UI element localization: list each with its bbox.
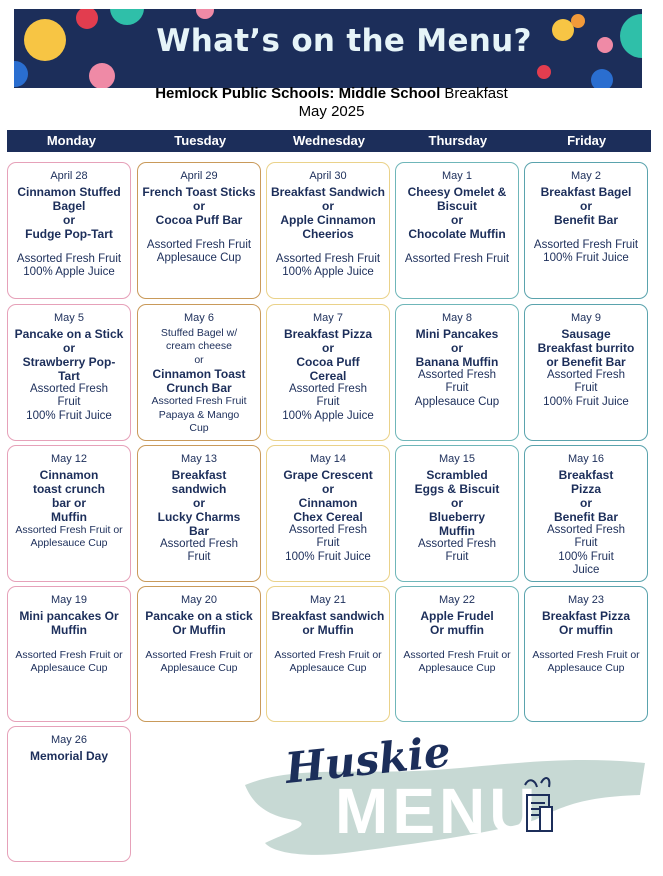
- menu-side-text: Applesauce Cup: [418, 662, 496, 674]
- menu-side-text: 100% Apple Juice: [282, 266, 374, 278]
- menu-side-text: 100% Fruit Juice: [543, 252, 629, 264]
- menu-side-text: Assorted Fresh Fruit or: [274, 648, 382, 661]
- menu-date: April 28: [50, 170, 88, 182]
- menu-item-text: or: [322, 481, 334, 496]
- menu-side-text: Fruit: [445, 382, 469, 394]
- menu-date: May 16: [567, 453, 605, 465]
- menu-item-text: or: [322, 340, 334, 355]
- menu-date: May 19: [50, 594, 88, 606]
- menu-side-text: Fruit: [187, 551, 211, 563]
- menu-day-cell: [266, 162, 390, 299]
- menu-side-text: Assorted Fresh Fruit or: [403, 648, 511, 661]
- menu-item-text: Stuffed Bagel w/: [160, 326, 238, 339]
- menu-item-text: or: [322, 198, 334, 213]
- banner-title: What’s on the Menu?: [156, 23, 532, 59]
- menu-item-text: Muffin: [51, 622, 87, 637]
- menu-side-text: Fruit: [445, 551, 469, 563]
- day-friday: Friday: [567, 133, 607, 148]
- menu-item-text: Muffin: [51, 509, 87, 524]
- menu-item-text: Chex Cereal: [293, 509, 363, 524]
- menu-item-text: Pizza: [570, 481, 601, 496]
- day-thursday: Thursday: [428, 133, 488, 148]
- menu-item-text: Breakfast burrito: [537, 340, 635, 355]
- day-monday: Monday: [46, 133, 96, 148]
- menu-item-text: Cocoa Puff Bar: [155, 212, 243, 227]
- menu-side-text: Fruit: [57, 396, 81, 408]
- menu-day-cell: [137, 304, 261, 441]
- menu-item-text: or: [194, 353, 204, 366]
- logo-word: MENU: [335, 775, 540, 847]
- menu-date: May 2: [571, 170, 601, 182]
- menu-item-text: Breakfast Sandwich: [270, 184, 386, 199]
- menu-item-text: Tart: [58, 368, 80, 383]
- menu-side-text: Assorted Fresh Fruit: [151, 395, 247, 407]
- decor-dot: [76, 9, 98, 29]
- menu-date: May 8: [442, 312, 472, 324]
- menu-item-text: Breakfast: [171, 467, 227, 482]
- menu-day-cell: [7, 586, 131, 722]
- menu-item-text: Mini pancakes Or: [19, 608, 119, 623]
- menu-side-text: Assorted Fresh: [547, 523, 625, 536]
- menu-date: May 6: [184, 312, 214, 324]
- menu-date: May 26: [50, 734, 88, 746]
- menu-side-text: 100% Fruit Juice: [543, 395, 629, 408]
- menu-side-text: Applesauce Cup: [160, 662, 238, 674]
- menu-item-text: Cocoa Puff: [296, 354, 360, 369]
- weekday-header: [7, 130, 651, 152]
- menu-day-cell: [266, 304, 390, 441]
- menu-side-text: Fruit: [316, 396, 340, 408]
- menu-side-text: Cup: [189, 422, 209, 434]
- menu-item-text: or: [580, 198, 592, 213]
- menu-side-text: 100% Apple Juice: [23, 266, 115, 278]
- menu-day-cell: [524, 304, 648, 441]
- menu-item-text: or: [193, 198, 205, 213]
- month-label: May 2025: [298, 103, 365, 120]
- menu-side-text: Assorted Fresh Fruit: [533, 238, 639, 251]
- school-name: Hemlock Public Schools: Middle School: [155, 85, 441, 102]
- menu-item-text: Fudge Pop-Tart: [25, 226, 113, 241]
- menu-item-text: Cheesy Omelet &: [407, 184, 507, 199]
- menu-item-text: Blueberry: [428, 509, 486, 524]
- menu-date: May 15: [438, 453, 476, 465]
- menu-day-cell: [395, 445, 519, 582]
- menu-item-text: Bar: [188, 523, 209, 538]
- menu-item-text: or Benefit Bar: [546, 354, 626, 369]
- menu-day-cell: [7, 445, 131, 582]
- menu-date: May 14: [309, 453, 347, 465]
- menu-item-text: Mini Pancakes: [415, 326, 499, 341]
- menu-item-text: or: [451, 495, 463, 510]
- decor-dot: [571, 14, 585, 28]
- menu-item-text: Biscuit: [436, 198, 477, 213]
- menu-item-text: Benefit Bar: [553, 212, 618, 227]
- menu-item-text: or: [580, 495, 592, 510]
- menu-date: May 21: [309, 594, 347, 606]
- menu-item-text: or Muffin: [302, 622, 354, 637]
- menu-side-text: Assorted Fresh Fruit or: [15, 648, 123, 661]
- menu-side-text: Applesauce Cup: [547, 662, 625, 674]
- menu-side-text: Applesauce Cup: [414, 395, 500, 408]
- menu-date: May 13: [180, 453, 218, 465]
- menu-side-text: Assorted Fresh: [289, 382, 367, 395]
- decor-dot: [110, 9, 144, 25]
- menu-date: April 29: [180, 170, 218, 182]
- menu-item-text: or: [63, 212, 75, 227]
- menu-item-text: Cinnamon Stuffed: [17, 184, 121, 199]
- menu-side-text: Assorted Fresh Fruit or: [15, 523, 123, 536]
- menu-item-text: Strawberry Pop-: [22, 354, 116, 369]
- menu-side-text: Juice: [572, 564, 600, 576]
- menu-item-text: Pancake on a stick: [145, 608, 253, 623]
- menu-item-text: bar or: [51, 495, 86, 510]
- menu-item-text: or: [451, 212, 463, 227]
- menu-item-text: Pancake on a Stick: [14, 326, 124, 341]
- menu-item-text: cream cheese: [166, 340, 232, 352]
- menu-item-text: or: [63, 340, 75, 355]
- menu-day-cell: [137, 445, 261, 582]
- decor-dot: [196, 9, 214, 19]
- menu-date: May 1: [442, 170, 472, 182]
- menu-side-text: Applesauce Cup: [289, 662, 367, 674]
- menu-date: May 20: [180, 594, 218, 606]
- menu-date: May 22: [438, 594, 476, 606]
- menu-item-text: Banana Muffin: [415, 354, 499, 369]
- day-tuesday: Tuesday: [174, 133, 227, 148]
- menu-date: May 5: [54, 312, 84, 324]
- meal-name: Breakfast: [444, 85, 508, 102]
- huskie-menu-logo: [235, 725, 655, 865]
- menu-side-text: Fruit: [574, 537, 598, 549]
- menu-side-text: Fruit: [316, 537, 340, 549]
- menu-day-cell: [524, 445, 648, 582]
- menu-item-text: Or Muffin: [172, 622, 226, 637]
- menu-item-text: Breakfast Pizza: [283, 326, 373, 341]
- menu-day-cell: [395, 162, 519, 299]
- day-wednesday: Wednesday: [292, 133, 365, 148]
- menu-day-cell: [137, 586, 261, 722]
- menu-day-cell: [395, 304, 519, 441]
- menu-side-text: 100% Fruit Juice: [26, 409, 112, 422]
- menu-day-cell: [524, 162, 648, 299]
- menu-side-text: Papaya & Mango: [158, 408, 240, 421]
- menu-item-text: sandwich: [171, 481, 227, 496]
- menu-day-cell: [266, 445, 390, 582]
- menu-item-text: Cinnamon: [39, 467, 99, 482]
- menu-side-text: Applesauce Cup: [30, 537, 108, 549]
- menu-day-cell: [7, 304, 131, 441]
- menu-item-text: French Toast Sticks: [142, 184, 256, 199]
- menu-item-text: Memorial Day: [29, 748, 109, 763]
- decor-dot: [597, 37, 613, 53]
- menu-item-text: Cinnamon Toast: [152, 367, 246, 381]
- logo-script: Huskie: [282, 726, 453, 793]
- menu-item-text: Chocolate Muffin: [408, 226, 506, 241]
- menu-item-text: Breakfast sandwich: [271, 608, 385, 623]
- menu-date: May 12: [50, 453, 88, 465]
- menu-day-cell: [524, 586, 648, 722]
- menu-item-text: Cinnamon: [298, 495, 358, 510]
- menu-day-cell: [395, 586, 519, 722]
- menu-item-text: Or muffin: [430, 622, 484, 637]
- menu-side-text: Assorted Fresh: [547, 368, 625, 381]
- menu-item-text: Benefit Bar: [553, 509, 618, 524]
- menu-item-text: or: [451, 340, 463, 355]
- menu-side-text: Assorted Fresh Fruit or: [532, 648, 640, 661]
- menu-side-text: Applesauce Cup: [156, 252, 242, 264]
- menu-item-text: toast crunch: [32, 481, 105, 496]
- menu-item-text: or: [193, 495, 205, 510]
- decor-dot: [14, 61, 28, 87]
- menu-item-text: Apple Frudel: [420, 608, 494, 623]
- menu-day-cell: [7, 162, 131, 299]
- decor-dot: [537, 65, 551, 79]
- menu-item-text: Muffin: [439, 523, 475, 538]
- menu-date: May 23: [567, 594, 605, 606]
- menu-date: May 7: [313, 312, 343, 324]
- menu-side-text: Assorted Fresh: [289, 523, 367, 536]
- menu-banner: [14, 9, 642, 88]
- menu-item-text: Sausage: [561, 326, 611, 341]
- menu-item-text: Breakfast: [558, 467, 614, 482]
- menu-item-text: Scrambled: [426, 467, 488, 482]
- menu-side-text: 100% Fruit Juice: [285, 550, 371, 563]
- page-subtitle: [0, 85, 663, 121]
- menu-date: April 30: [309, 170, 347, 182]
- menu-day-cell: [137, 162, 261, 299]
- menu-item-text: Or muffin: [559, 622, 613, 637]
- menu-item-text: Cereal: [309, 368, 347, 383]
- menu-day-cell: [266, 586, 390, 722]
- menu-item-text: Grape Crescent: [283, 467, 373, 482]
- menu-side-text: Applesauce Cup: [30, 662, 108, 674]
- menu-side-text: Assorted Fresh Fruit: [146, 238, 252, 251]
- menu-item-text: Breakfast Pizza: [541, 608, 631, 623]
- menu-item-text: Cheerios: [302, 226, 354, 241]
- menu-side-text: Assorted Fresh Fruit or: [145, 648, 253, 661]
- menu-item-text: Crunch Bar: [166, 381, 232, 395]
- menu-side-text: Assorted Fresh: [418, 537, 496, 550]
- menu-side-text: Assorted Fresh: [160, 537, 238, 550]
- menu-side-text: Assorted Fresh: [30, 382, 108, 395]
- menu-side-text: Assorted Fresh Fruit: [16, 252, 122, 265]
- decor-dot: [620, 14, 642, 58]
- menu-date: May 9: [571, 312, 601, 324]
- menu-side-text: Assorted Fresh Fruit: [275, 252, 381, 265]
- menu-side-text: 100% Fruit: [558, 550, 614, 563]
- menu-item-text: Breakfast Bagel: [540, 184, 632, 199]
- decor-dot: [24, 19, 66, 61]
- menu-side-text: Assorted Fresh: [418, 368, 496, 381]
- menu-item-text: Apple Cinnamon: [280, 212, 376, 227]
- menu-item-text: Lucky Charms: [157, 509, 241, 524]
- menu-item-text: Bagel: [52, 198, 86, 213]
- menu-side-text: 100% Apple Juice: [282, 409, 374, 422]
- menu-side-text: Assorted Fresh Fruit: [404, 252, 510, 265]
- menu-day-cell: [7, 726, 131, 862]
- menu-item-text: Eggs & Biscuit: [414, 481, 500, 496]
- menu-side-text: Fruit: [574, 382, 598, 394]
